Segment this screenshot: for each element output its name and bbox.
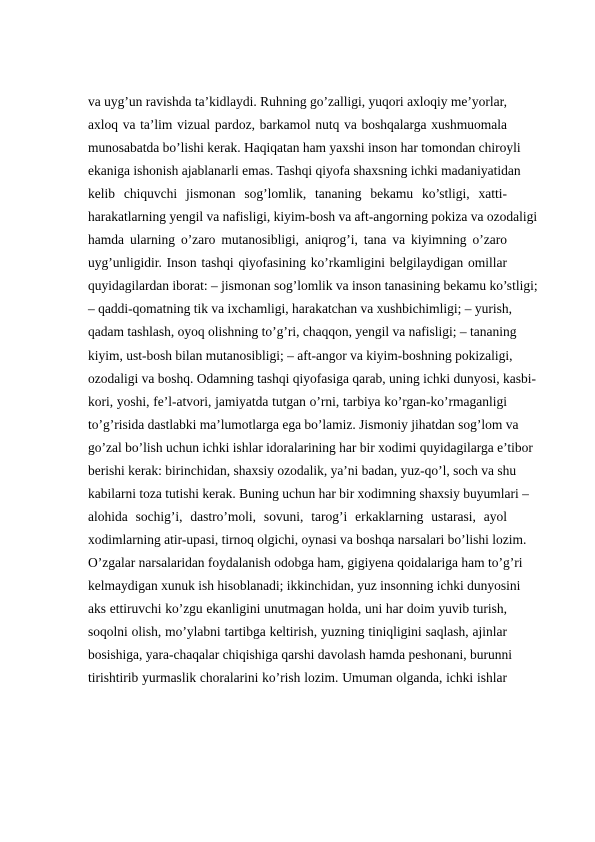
body-text [88,90,538,689]
text-line: kiyim, ust-bosh bilan mutanosibligi; – aft-angor va kiyim-boshning pokizaligi, [88,347,513,363]
text-line: va uyg’un ravishda ta’kidlaydi. Ruhning go’zalligi, yuqori axloqiy me’yorlar, [88,94,507,109]
text-line: – qaddi-qomatning tik va ixchamligi, harakatchan va xushbichimligi; – yurish, [88,301,513,317]
text-line: bosishiga, yara-chaqalar chiqishiga qarshi davolash hamda peshonani, burunni [88,647,513,663]
text-line: hamda ularning o’zaro mutanosibligi, aniqrog’i, tana va kiyimning o’zaro [88,232,507,248]
text-line: kori, yoshi, fe’l-atvori, jamiyatda tutgan o’rni, tarbiya ko’rgan-ko’rmaganligi [88,393,507,409]
text-line: kelmaydigan xunuk ish hisoblanadi; ikkinchidan, yuz insonning ichki dunyosini [88,577,521,593]
text-line: uyg’unligidir. Inson tashqi qiyofasining ko’rkamligini belgilaydigan omillar [88,255,507,271]
text-line: harakatlarning yengil va nafisligi, kiyim-bosh va aft-angorning pokiza va ozodaligi [88,209,538,225]
text-line: go’zal bo’lish uchun ichki ishlar idoralarining har bir xodimi quyidagilarga e’tibor [88,439,533,455]
text-line: kabilarni toza tutishi kerak. Buning uchun har bir xodimning shaxsiy buyumlari – [88,485,529,501]
text-line: ozodaligi va boshq. Odamning tashqi qiyofasiga qarab, uning ichki dunyosi, kasbi- [88,370,537,386]
text-line: O’zgalar narsalaridan foydalanish odobga ham, gigiyena qoidalariga ham to’g’ri [88,554,523,570]
text-line: munosabatda bo’lishi kerak. Haqiqatan ham yaxshi inson har tomondan chiroyli [88,140,521,156]
text-line: berishi kerak: birinchidan, shaxsiy ozodalik, ya’ni badan, yuz-qo’l, soch va shu [88,462,517,478]
text-line: aks ettiruvchi ko’zgu ekanligini unutmagan holda, uni har doim yuvib turish, [88,601,507,617]
text-line: to’g’risida dastlabki ma’lumotlarga ega bo’lamiz. Jismoniy jihatdan sog’lom va [88,416,519,432]
text-line: soqolni olish, mo’ylabni tartibga keltirish, yuzning tiniqligini saqlash, ajinlar [88,624,507,640]
text-line: xodimlarning atir-upasi, tirnoq olgichi, oynasi va boshqa narsalari bo’lishi lozim. [88,531,527,547]
text-line: alohida sochig’i, dastro’moli, sovuni, tarog’i erkaklarning ustarasi, ayol [88,508,507,524]
text-line: kelib chiquvchi jismonan sog’lomlik, tananing bekamu ko’stligi, xatti- [88,186,507,202]
text-line: ekaniga ishonish ajablanarli emas. Tashqi qiyofa shaxsning ichki madaniyatidan [88,163,521,179]
text-line: quyidagilardan iborat: – jismonan sog’lomlik va inson tanasining bekamu ko’stligi; [88,278,538,294]
text-line: tirishtirib yurmaslik choralarini ko’rish lozim. Umuman olganda, ichki ishlar [88,670,507,686]
text-line: axloq va ta’lim vizual pardoz, barkamol nutq va boshqalarga xushmuomala [88,117,507,133]
text-line: qadam tashlash, oyoq olishning to’g’ri, chaqqon, yengil va nafisligi; – tananing [88,324,517,340]
